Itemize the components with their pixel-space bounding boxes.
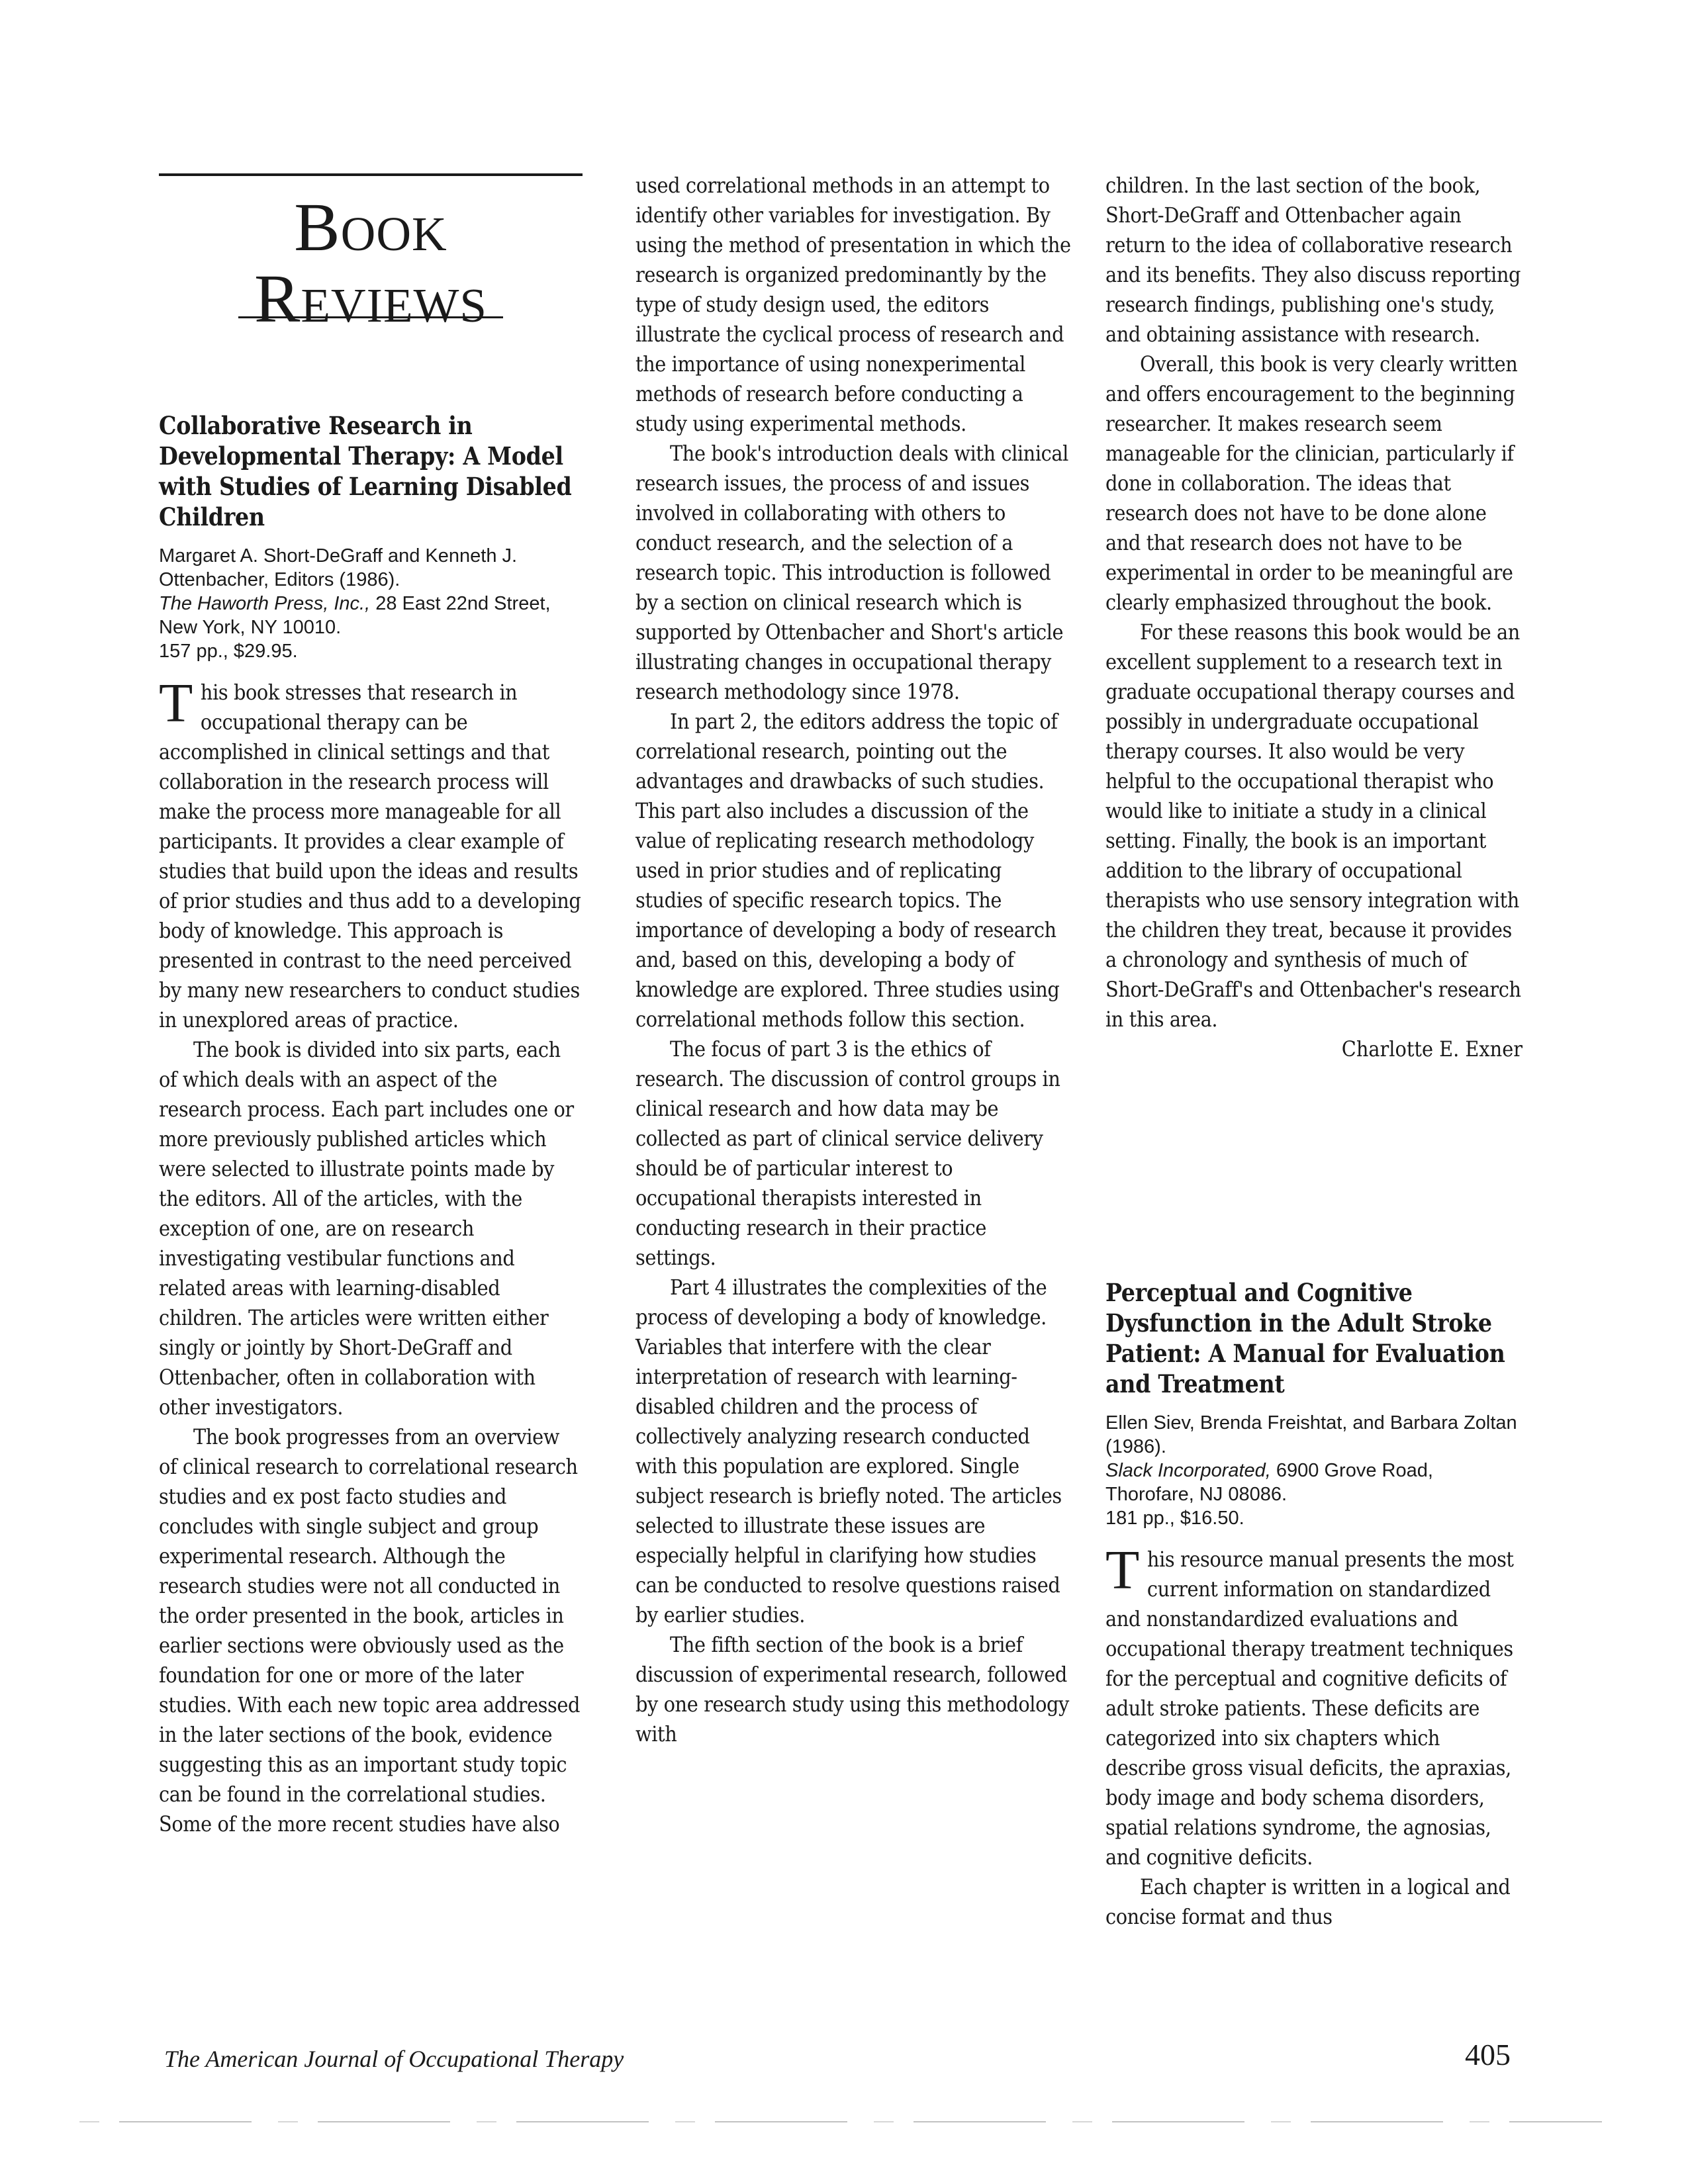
review-2-authors: Ellen Siev, Brenda Freishtat, and Barbara Zoltan (1986).	[1105, 1412, 1517, 1457]
review-1-paragraph-10: For these reasons this book would be an excellent supplement to a research text in graduate occupational therapy courses and possibly in undergraduate occupational therapy courses. It also would be very helpful to the occupational therapist who would like to initiate a study in a clinical setting. Finally, the book is an important addition to the library of occupational therapists who use sensory integration with the children they treat, because it provides a chronology and synthesis of much of Short-DeGraff's and Ottenbacher's research in this area.	[1105, 619, 1521, 1032]
review-1-publisher: The Haworth Press, Inc.,	[159, 593, 371, 614]
column-2	[635, 171, 1072, 1749]
review-2-publisher: Slack Incorporated,	[1105, 1460, 1271, 1481]
review-1-paragraph-3: The book progresses from an overview of clinical research to correlational research studies and ex post facto studies and concludes with single subject and group experimental research. Although the research studies were not all conducted in the order presented in the book, articles in earlier sections were obviously used as the foundation for one or more of the later studies. With each new topic area addressed in the later sections of the book, evidence suggesting this as an important study topic can be found in the correlational studies. Some of the more recent studies have also	[159, 1424, 581, 1837]
review-1-address: 28 East 22nd Street, New York, NY 10010.	[159, 593, 551, 638]
section-title	[159, 189, 583, 337]
review-1-pages-price: 157 pp., $29.95.	[159, 641, 298, 662]
review-1-paragraph-2: The book is divided into six parts, each of which deals with an aspect of the research process. Each part includes one or more previously published articles which were selected to illustrate points made by the editors. All of the articles, with the exception of one, are on research investigating vestibular functions and related areas with learning-disabled children. The articles were written either singly or jointly by Short-DeGraff and Ottenbacher, often in collaboration with other investigators.	[159, 1037, 574, 1420]
review-1-paragraph-1	[159, 672, 583, 1035]
review-2-paragraph-1-text: his resource manual presents the most current information on standardized and nonstandardized evaluations and occupational therapy treatment techniques for the perceptual and cognitive deficits of adult stroke patients. These deficits are categorized into six chapters which describe gross visual deficits, the apraxias, body image and body schema disorders, spatial relations syndrome, the agnosias, and cognitive deficits.	[1105, 1547, 1514, 1870]
review-1-paragraph-1-text: his book stresses that research in occupational therapy can be accomplished in clinical settings and that collaboration in the research process will make the process more manageable for all participants. It provides a clear example of studies that build upon the ideas and results of prior studies and thus add to a developing body of knowledge. This approach is presented in contrast to the need perceived by many new researchers to conduct studies in unexplored areas of practice.	[159, 680, 581, 1032]
column-3	[1105, 171, 1523, 1929]
review-2-body	[1105, 1539, 1523, 1932]
title-underline	[238, 316, 503, 318]
review-1-citation	[159, 544, 583, 663]
scan-artifact-line	[79, 2121, 1602, 2122]
review-1-paragraph-7: Part 4 illustrates the complexities of the process of developing a body of knowledge. Variables that interfere with the clear interpretation of research with learning-disabled children and the process of collectively analyzing research conducted with this population are explored. Single subject research is briefly noted. The articles selected to illustrate these issues are especially helpful in clarifying how studies can be conducted to resolve questions raised by earlier studies.	[635, 1275, 1062, 1627]
footer-page-number: 405	[1465, 2038, 1511, 2071]
header-rule	[159, 173, 583, 176]
review-1-paragraph-4: The book's introduction deals with clinical research issues, the process of and issues involved in collaborating with others to conduct research, and the selection of a research topic. This introduction is followed by a section on clinical research which is supported by Ottenbacher and Short's article illustrating changes in occupational therapy research methodology since 1978.	[635, 441, 1068, 704]
review-1-body-end	[1105, 171, 1523, 1064]
review-1-paragraph-8-continued: children. In the last section of the book, Short-DeGraff and Ottenbacher again return to the idea of collaborative research and its benefits. They also discuss reporting research findings, publishing one's study, and obtaining assistance with research.	[1105, 173, 1521, 347]
review-1-publisher-line	[159, 592, 583, 639]
review-1-paragraph-6: The focus of part 3 is the ethics of research. The discussion of control groups in clinical research and how data may be collected as part of clinical service delivery should be of particular interest to occupational therapists interested in conducting research in their practice settings.	[635, 1036, 1060, 1270]
drop-cap: T	[159, 672, 193, 734]
review-2-paragraph-2: Each chapter is written in a logical and concise format and thus	[1105, 1874, 1511, 1929]
review-2-citation	[1105, 1411, 1523, 1530]
review-1-paragraph-3-continued: used correlational methods in an attempt to identify other variables for investigation. By using the method of presentation in which the research is organized predominantly by the type of study design used, the editors illustrate the cyclical process of research and the importance of using nonexperimental methods of research before conducting a study using experimental methods.	[635, 173, 1071, 436]
review-2-book-title: Perceptual and Cognitive Dysfunction in the Adult Stroke Patient: A Manual for Evaluation and Treatment	[1105, 1278, 1505, 1398]
review-2	[1105, 1277, 1523, 1932]
review-1-body-continued	[635, 171, 1072, 1749]
review-1-body	[159, 672, 583, 1839]
drop-cap: T	[1105, 1539, 1139, 1601]
footer-journal-name: The American Journal of Occupational Therapy	[164, 2046, 624, 2072]
review-1-paragraph-9: Overall, this book is very clearly written and offers encouragement to the beginning researcher. It makes research seem manageable for the clinician, particularly if done in collaboration. The ideas that research does not have to be done alone and that research does not have to be experimental in order to be meaningful are clearly emphasized throughout the book.	[1105, 351, 1518, 615]
review-1-paragraph-8: The fifth section of the book is a brief discussion of experimental research, followed by one research study using this methodology with	[635, 1632, 1069, 1747]
review-2-paragraph-1	[1105, 1539, 1523, 1872]
review-1-paragraph-5: In part 2, the editors address the topic of correlational research, pointing out the advantages and drawbacks of such studies. This part also includes a discussion of the value of replicating research methodology used in prior studies and of replicating studies of specific research topics. The importance of developing a body of research and, based on this, developing a body of knowledge are explored. Three studies using correlational methods follow this section.	[635, 709, 1060, 1032]
review-1-editors: Margaret A. Short-DeGraff and Kenneth J. Ottenbacher, Editors (1986).	[159, 545, 518, 590]
review-1-book-title: Collaborative Research in Developmental Therapy: A Model with Studies of Learning Disabled Children	[159, 411, 572, 531]
section-title-line2: Reviews	[254, 261, 488, 337]
review-2-pages-price: 181 pp., $16.50.	[1105, 1508, 1244, 1529]
section-title-line1: Book	[294, 189, 447, 265]
review-2-publisher-line	[1105, 1459, 1523, 1506]
review-1	[159, 410, 583, 1839]
review-2-address: 6900 Grove Road, Thorofare, NJ 08086.	[1105, 1460, 1433, 1505]
reviewer-signature: Charlotte E. Exner	[1341, 1036, 1523, 1062]
